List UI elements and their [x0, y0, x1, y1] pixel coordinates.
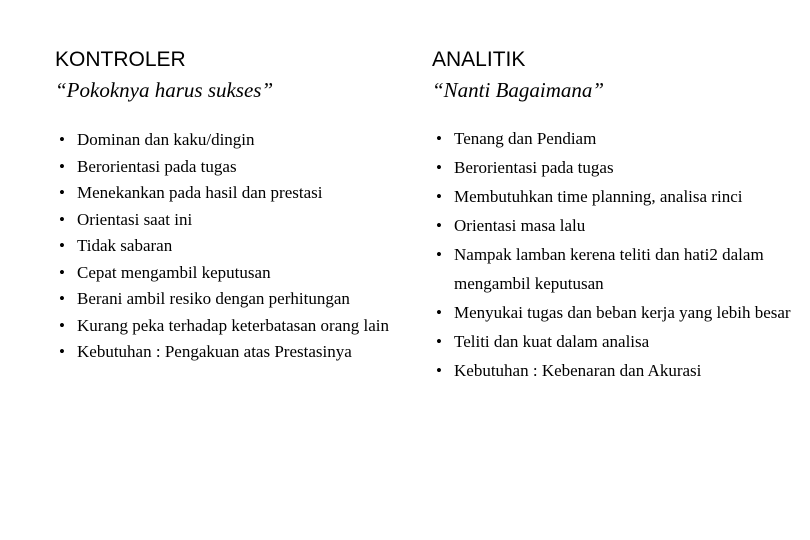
bullet-icon: • — [59, 236, 65, 255]
list-item-text: Cepat mengambil keputusan — [77, 262, 271, 282]
list-item — [432, 124, 792, 153]
list-item-text: Orientasi masa lalu — [454, 216, 586, 235]
bullet-icon: • — [59, 262, 65, 282]
list-item — [55, 154, 400, 181]
list-item-text: Berorientasi pada tugas — [77, 156, 237, 176]
bullet-icon: • — [436, 303, 442, 322]
kontroler-list — [55, 127, 400, 366]
analitik-column — [432, 47, 792, 385]
list-item — [55, 127, 400, 154]
bullet-icon: • — [436, 129, 442, 148]
bullet-icon: • — [436, 245, 442, 264]
bullet-icon: • — [59, 156, 65, 176]
analitik-title: ANALITIK — [432, 48, 526, 71]
kontroler-column — [55, 47, 400, 366]
bullet-icon: • — [59, 315, 65, 335]
list-item-text: Menyukai tugas dan beban kerja yang lebih besar — [454, 303, 791, 322]
list-item — [55, 286, 400, 313]
list-item — [432, 356, 792, 385]
list-item-text: Kebutuhan : Pengakuan atas Prestasinya — [77, 342, 352, 361]
list-item — [432, 240, 792, 298]
list-item-text: Berorientasi pada tugas — [454, 158, 614, 177]
kontroler-subtitle: “Pokoknya harus sukses” — [55, 78, 274, 102]
list-item-text: Teliti dan kuat dalam analisa — [454, 332, 650, 351]
list-item — [432, 182, 792, 211]
list-item — [55, 207, 400, 234]
list-item-text: Tidak sabaran — [77, 236, 173, 255]
bullet-icon: • — [436, 158, 442, 177]
list-item-text: Tenang dan Pendiam — [454, 129, 597, 148]
analitik-list — [432, 124, 792, 385]
list-item — [55, 339, 400, 366]
list-item — [55, 180, 400, 207]
bullet-icon: • — [436, 332, 442, 351]
list-item — [432, 327, 792, 356]
bullet-icon: • — [59, 342, 65, 361]
bullet-icon: • — [59, 183, 65, 202]
list-item-text: Orientasi saat ini — [77, 209, 193, 229]
list-item-text: Dominan dan kaku/dingin — [77, 130, 255, 149]
bullet-icon: • — [59, 209, 65, 229]
list-item — [55, 260, 400, 287]
list-item-text: Menekankan pada hasil dan prestasi — [77, 183, 323, 202]
list-item-text: Membutuhkan time planning, analisa rinci — [454, 187, 743, 206]
list-item — [432, 211, 792, 240]
kontroler-title: KONTROLER — [55, 48, 186, 71]
list-item-text: Kebutuhan : Kebenaran dan Akurasi — [454, 361, 702, 380]
bullet-icon: • — [59, 130, 65, 149]
list-item — [432, 153, 792, 182]
analitik-subtitle: “Nanti Bagaimana” — [432, 78, 605, 102]
list-item-text: Kurang peka terhadap keterbatasan orang lain — [77, 315, 389, 335]
bullet-icon: • — [436, 187, 442, 206]
list-item-text: Berani ambil resiko dengan perhitungan — [77, 289, 350, 308]
bullet-icon: • — [436, 216, 442, 235]
list-item — [55, 233, 400, 260]
list-item — [432, 298, 792, 327]
list-item-text: Nampak lamban kerena teliti dan hati2 dalam mengambil keputusan — [454, 245, 764, 293]
bullet-icon: • — [59, 289, 65, 308]
list-item — [55, 313, 400, 340]
bullet-icon: • — [436, 361, 442, 380]
